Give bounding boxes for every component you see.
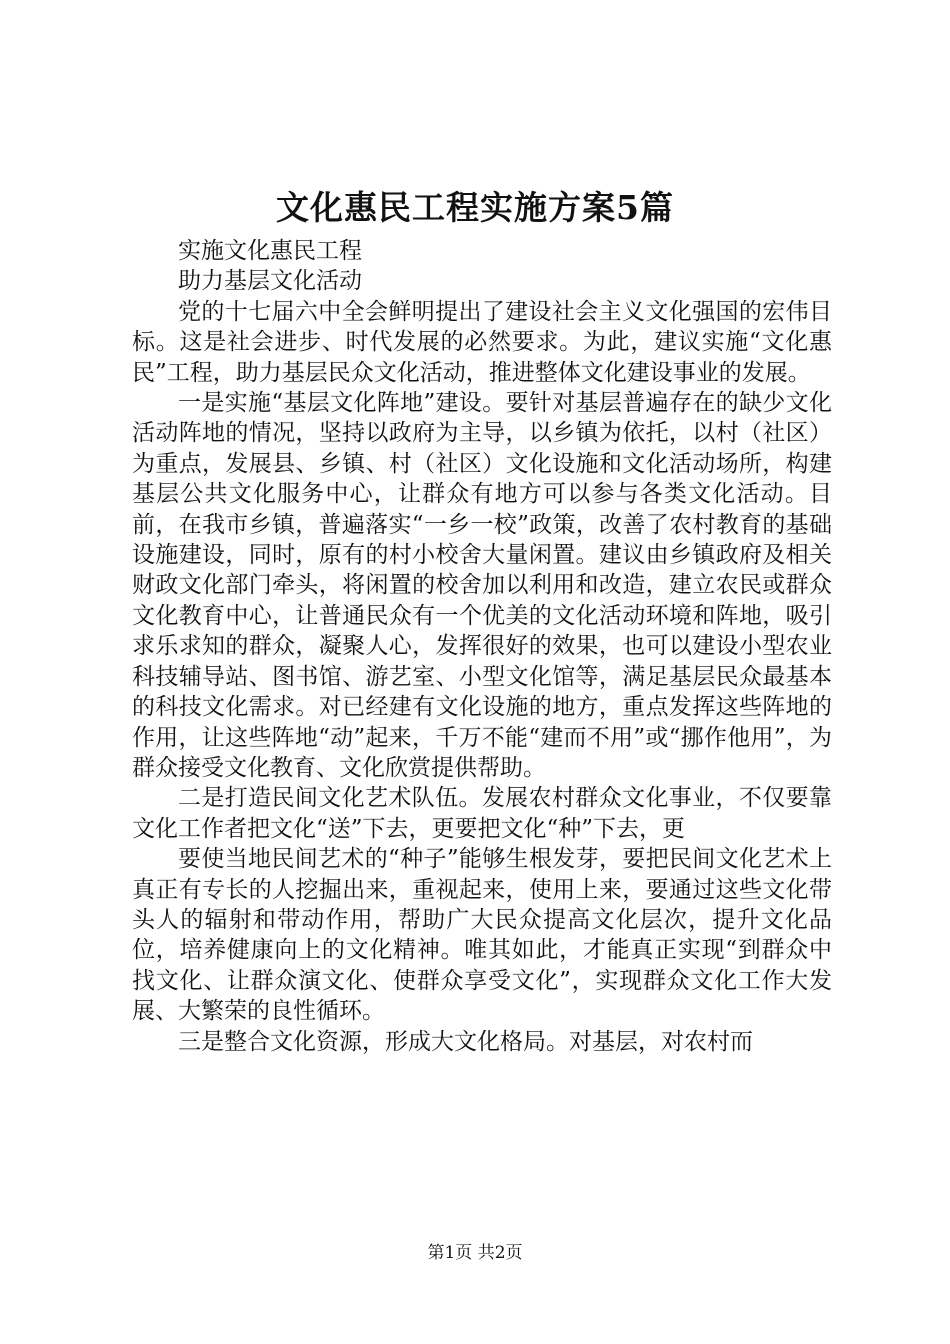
paragraph-intro: 党的十七届六中全会鲜明提出了建设社会主义文化强国的宏伟目标。这是社会进步、时代发展的必然要求。为此，建议实施“文化惠民”工程，助力基层民众文化活动，推进整体文化建设事业的发展。 [132, 298, 832, 386]
document-body [132, 236, 832, 1057]
page-footer: 第1页 共2页 [427, 1243, 523, 1263]
heading-line-2: 助力基层文化活动 [178, 268, 362, 295]
paragraph-point-3: 三是整合文化资源，形成大文化格局。对基层，对农村而 [178, 1028, 753, 1055]
paragraph-point-2: 二是打造民间文化艺术队伍。发展农村群众文化事业，不仅要靠文化工作者把文化“送”下去，更要把文化“种”下去，更 [132, 785, 832, 842]
paragraph-point-2-continued: 要使当地民间艺术的“种子”能够生根发芽，要把民间文化艺术上真正有专长的人挖掘出来，重视起来，使用上来，要通过这些文化带头人的辐射和带动作用，帮助广大民众提高文化层次，提升文化品位，培养健康向上的文化精神。唯其如此，才能真正实现“到群众中找文化、让群众演文化、使群众享受文化”，实现群众文化工作大发展、大繁荣的良性循环。 [132, 846, 832, 1025]
heading-line-1: 实施文化惠民工程 [178, 238, 362, 264]
page-title: 文化惠民工程实施方案5篇 [276, 188, 674, 227]
paragraph-point-1: 一是实施“基层文化阵地”建设。要针对基层普遍存在的缺少文化活动阵地的情况，坚持以政府为主导，以乡镇为依托，以村（社区）为重点，发展县、乡镇、村（社区）文化设施和文化活动场所，构建基层公共文化服务中心，让群众有地方可以参与各类文化活动。目前，在我市乡镇，普遍落实“一乡一校”政策，改善了农村教育的基础设施建设，同时，原有的村小校舍大量闲置。建议由乡镇政府及相关财政文化部门牵头，将闲置的校舍加以利用和改造，建立农民或群众文化教育中心，让普通民众有一个优美的文化活动环境和阵地，吸引求乐求知的群众，凝聚人心，发挥很好的效果，也可以建设小型农业科技辅导站、图书馆、游艺室、小型文化馆等，满足基层民众最基本的科技文化需求。对已经建有文化设施的地方，重点发挥这些阵地的作用，让这些阵地“动”起来，千万不能“建而不用”或“挪作他用”，为群众接受文化教育、文化欣赏提供帮助。 [132, 390, 832, 781]
